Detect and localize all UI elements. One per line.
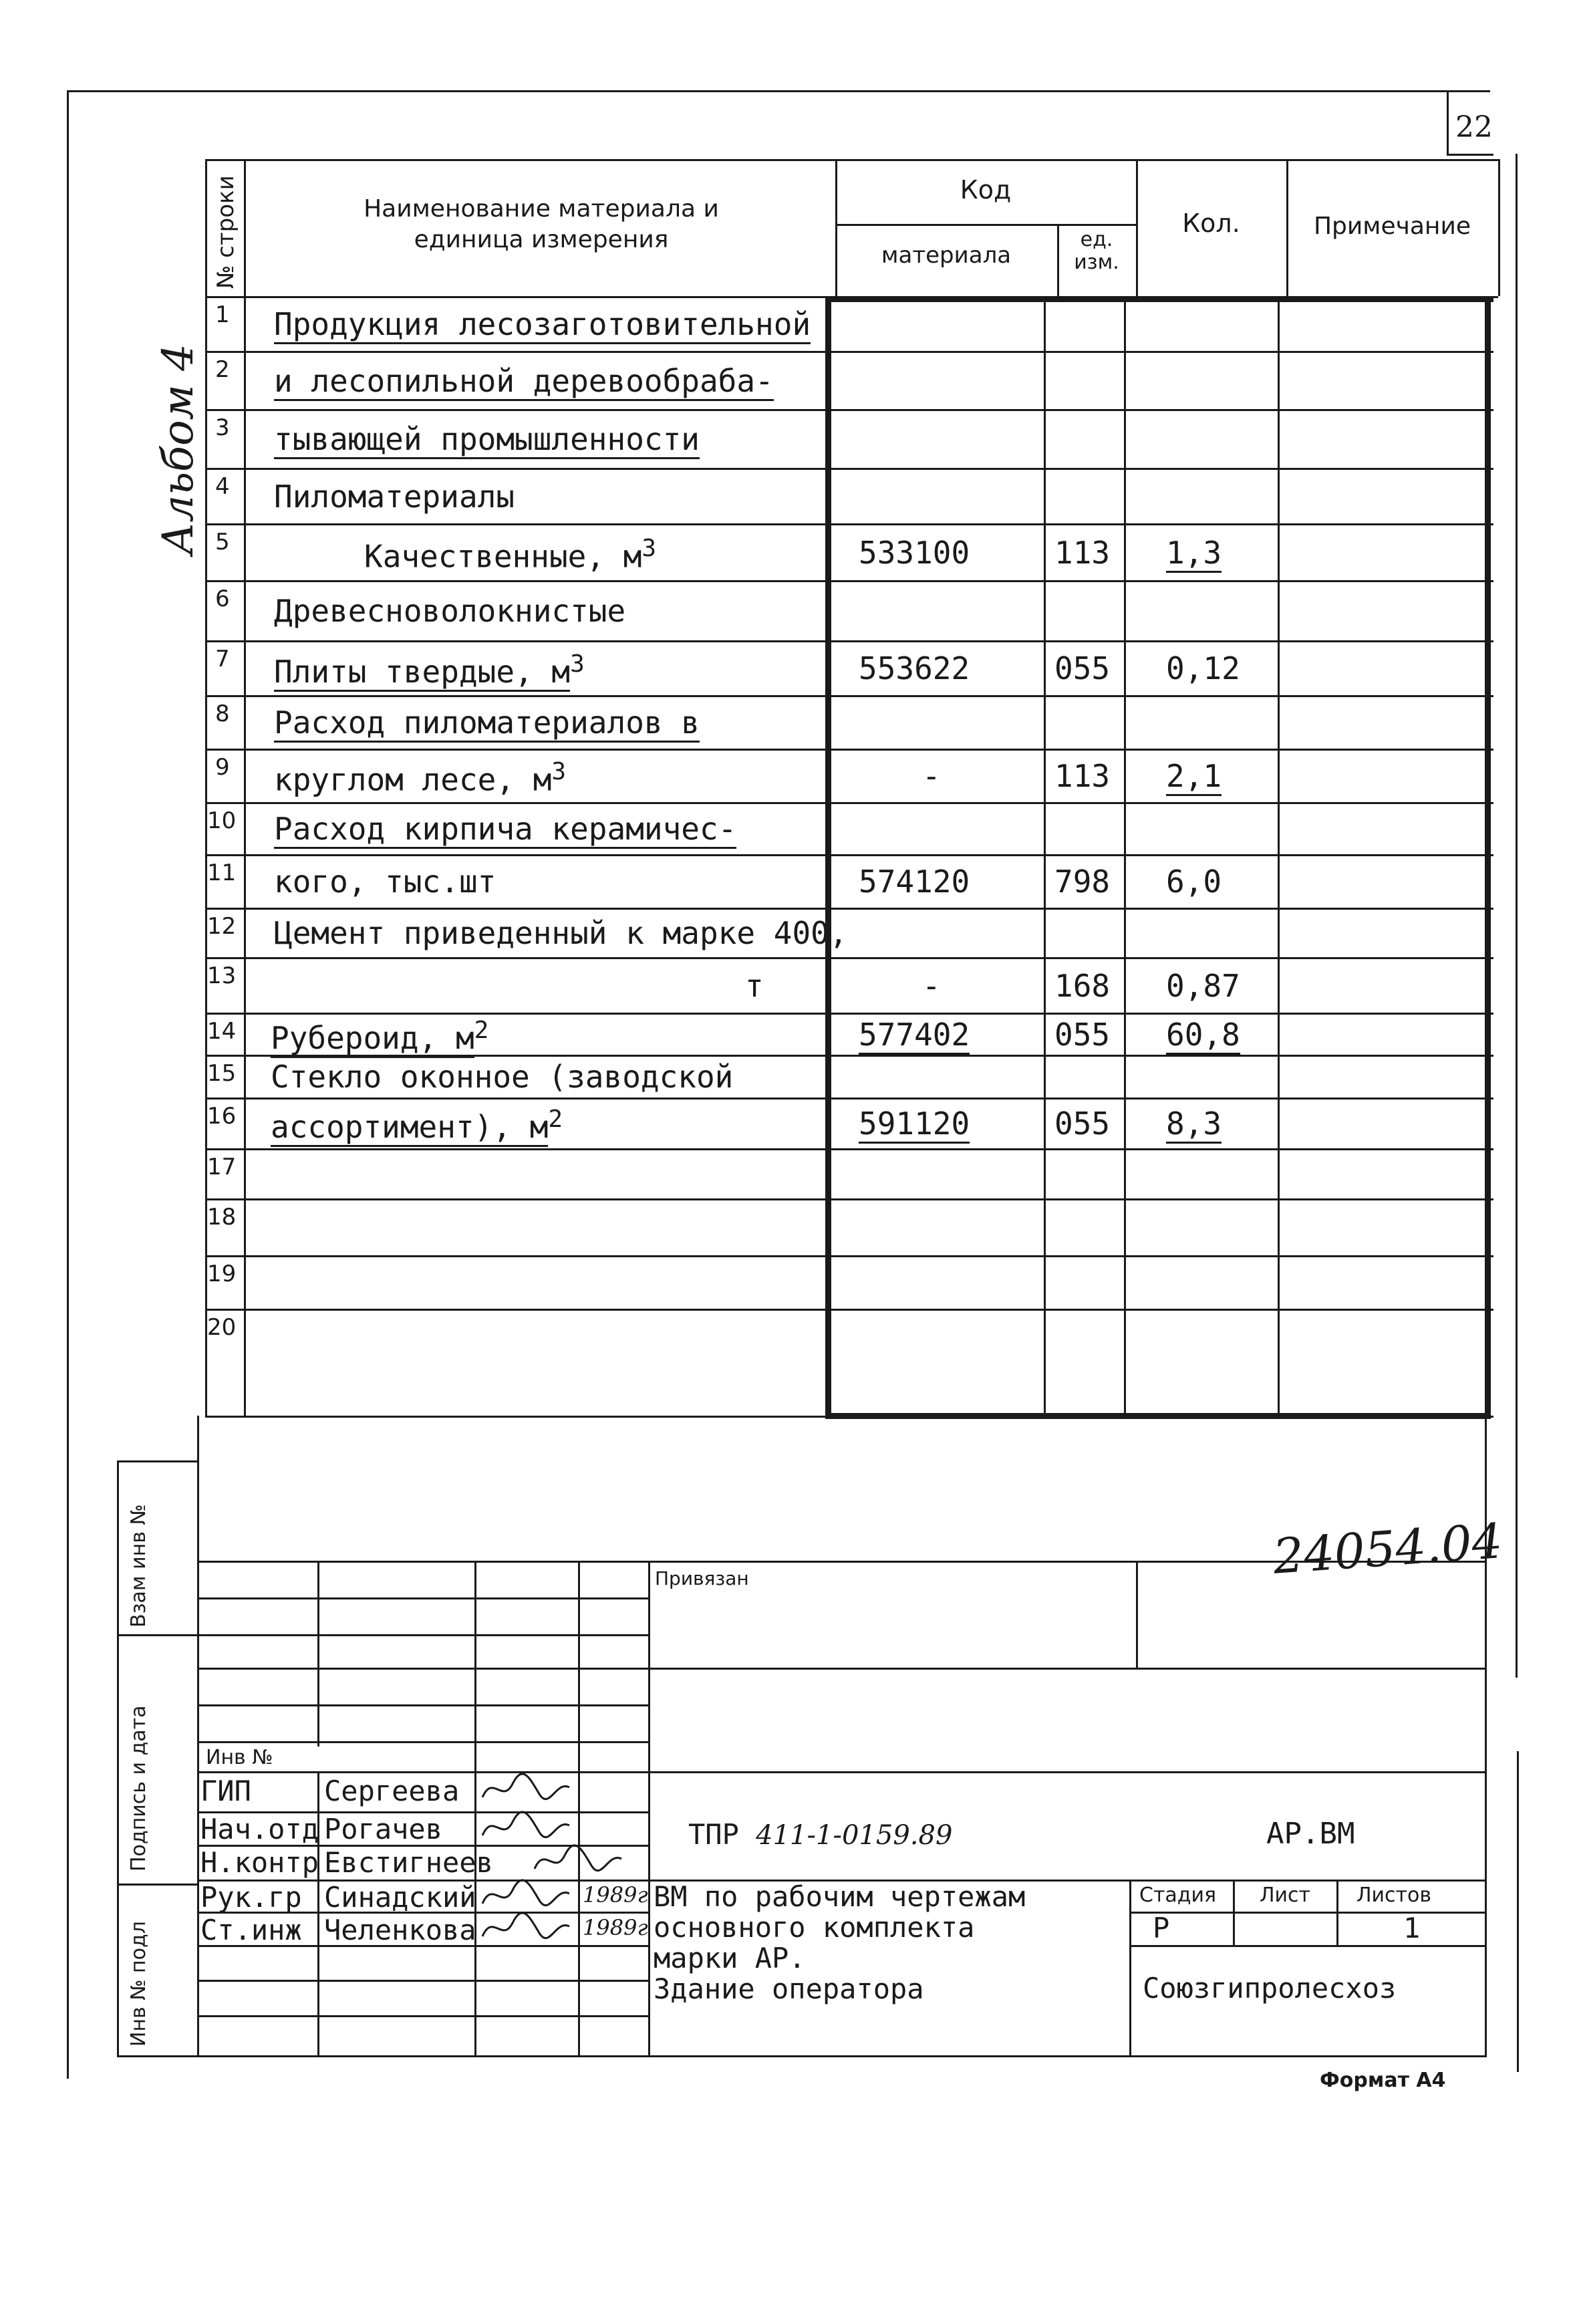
row-code: 577402 bbox=[859, 1017, 970, 1055]
row-line bbox=[205, 1148, 1493, 1150]
stamp-stage-value: Р bbox=[1153, 1912, 1170, 1944]
row-name-text: Рубероид, м bbox=[271, 1020, 474, 1058]
row-name-text: Стекло оконное (заводской bbox=[271, 1059, 734, 1095]
format-label: Формат А4 bbox=[1320, 2069, 1446, 2092]
row-name-text: тывающей промышленности bbox=[274, 421, 700, 459]
body-box-left bbox=[825, 296, 831, 1419]
row-unit: 055 bbox=[1054, 1106, 1111, 1142]
hdr-name bbox=[254, 194, 829, 255]
hdr-unit-line2: изм. bbox=[1074, 251, 1119, 274]
row-qty: 60,8 bbox=[1166, 1017, 1240, 1055]
stamp-title-line1: ВМ по рабочим чертежам bbox=[654, 1880, 1026, 1913]
stamp-top bbox=[197, 1561, 1485, 1563]
row-number: 14 bbox=[207, 1018, 237, 1045]
row-unit: 168 bbox=[1054, 967, 1111, 1004]
stamp-v4 bbox=[648, 1561, 650, 2055]
row-name bbox=[274, 811, 736, 847]
row-line bbox=[205, 1013, 1493, 1015]
row-code: 533100 bbox=[859, 534, 970, 571]
stamp-left-h13 bbox=[197, 2015, 648, 2017]
row-code: 574120 bbox=[859, 864, 970, 900]
hdr-name-line2: единица измерения bbox=[414, 226, 669, 253]
stamp-left-h2 bbox=[197, 1634, 648, 1636]
row-line bbox=[205, 957, 1493, 959]
row-name-text: Качественные, м bbox=[364, 537, 642, 574]
stamp-org: Союзгипролесхоз bbox=[1143, 1972, 1397, 2005]
side-strip-right bbox=[197, 1416, 199, 2055]
row-qty: 0,87 bbox=[1166, 967, 1240, 1004]
side-strip-top bbox=[117, 1460, 197, 1462]
row-code: - bbox=[922, 758, 941, 794]
row-number: 18 bbox=[207, 1204, 237, 1231]
row-name bbox=[274, 915, 848, 951]
row-number: 13 bbox=[207, 962, 237, 989]
row-name bbox=[274, 363, 774, 399]
row-number: 16 bbox=[207, 1103, 237, 1130]
frame-left bbox=[67, 90, 69, 2079]
row-code: 591120 bbox=[859, 1106, 970, 1144]
stamp-title-line2: основного комплекта bbox=[654, 1911, 975, 1944]
row-name-text: Расход кирпича керамичес- bbox=[274, 811, 736, 849]
row-line bbox=[205, 523, 1493, 525]
row-line bbox=[205, 409, 1493, 411]
table-bottom bbox=[205, 1416, 1493, 1418]
row-name-text: кого, тыс.шт bbox=[274, 864, 496, 900]
body-box-right bbox=[1485, 296, 1491, 1419]
row-number: 19 bbox=[207, 1261, 237, 1287]
stamp-date: 1989г bbox=[583, 1915, 648, 1940]
row-number: 8 bbox=[215, 700, 230, 727]
handwritten-number: 24054.04 bbox=[1271, 1513, 1505, 1585]
row-number: 1 bbox=[215, 301, 230, 328]
row-name-sup: 3 bbox=[570, 650, 585, 678]
stamp-date: 1989г bbox=[583, 1882, 648, 1908]
row-line bbox=[205, 351, 1493, 353]
row-name-text: ассортимент), м bbox=[271, 1109, 548, 1147]
stamp-role: Ст.инж bbox=[200, 1914, 302, 1946]
row-name-text: Древесноволокнистые bbox=[274, 593, 626, 629]
row-name-text: Пиломатериалы bbox=[274, 478, 515, 515]
stamp-privyazan: Привязан bbox=[655, 1567, 749, 1589]
row-number: 4 bbox=[215, 473, 230, 500]
row-name-text: и лесопильной деревообраба- bbox=[274, 363, 774, 401]
row-qty: 2,1 bbox=[1166, 758, 1222, 796]
stamp-left-h5 bbox=[197, 1741, 648, 1743]
hdr-unit-line1: ед. bbox=[1080, 228, 1113, 251]
row-number: 3 bbox=[215, 414, 230, 441]
album-label: Альбом 4 bbox=[154, 344, 203, 555]
row-line bbox=[205, 1309, 1493, 1311]
row-number: 20 bbox=[207, 1314, 237, 1341]
row-name-text: круглом лесе, м bbox=[274, 761, 552, 798]
side-label-vzam: Взам инв № bbox=[127, 1504, 150, 1628]
row-line bbox=[205, 1198, 1493, 1200]
row-unit: 055 bbox=[1054, 1016, 1111, 1053]
row-name-text: Расход пиломатериалов в bbox=[274, 704, 700, 743]
row-name bbox=[745, 968, 764, 1004]
hdr-name-line1: Наименование материала и bbox=[364, 195, 719, 223]
row-line bbox=[205, 854, 1493, 856]
stamp-v-privyazan bbox=[1136, 1561, 1138, 1668]
signature-scribble bbox=[476, 1877, 576, 1914]
hdr-note: Примечание bbox=[1313, 213, 1471, 240]
row-name bbox=[274, 704, 700, 741]
hdr-code: Код bbox=[960, 175, 1012, 205]
row-name bbox=[274, 479, 515, 515]
stamp-v2 bbox=[474, 1561, 476, 2055]
stamp-role: Н.контр bbox=[200, 1846, 319, 1879]
stamp-title bbox=[654, 1882, 1025, 2005]
row-number: 11 bbox=[207, 860, 237, 886]
row-unit: 798 bbox=[1054, 864, 1111, 900]
side-div-1 bbox=[117, 1634, 197, 1636]
row-unit: 055 bbox=[1054, 650, 1111, 686]
row-name bbox=[364, 535, 656, 574]
hdr-unit bbox=[1057, 229, 1136, 274]
stamp-doc-code-prefix: ТПР bbox=[688, 1818, 739, 1851]
stamp-stage-h2 bbox=[1129, 1945, 1485, 1947]
row-name bbox=[274, 593, 625, 629]
hdr-right bbox=[1498, 159, 1500, 296]
side-label-podpis: Подпись и дата bbox=[127, 1705, 150, 1871]
stamp-role: Нач.отд bbox=[200, 1813, 319, 1845]
hdr-qty: Кол. bbox=[1182, 209, 1240, 238]
row-line bbox=[205, 908, 1493, 910]
stamp-role: ГИП bbox=[200, 1775, 251, 1807]
page-number-box-left bbox=[1447, 90, 1449, 154]
stamp-person: Синадский bbox=[324, 1881, 476, 1914]
row-code: - bbox=[922, 967, 941, 1004]
stamp-role: Рук.гр bbox=[200, 1881, 302, 1914]
stamp-v3 bbox=[578, 1561, 580, 2055]
row-line bbox=[205, 1255, 1493, 1257]
stamp-stage-label: Стадия bbox=[1139, 1884, 1217, 1907]
rowno-divider bbox=[244, 159, 246, 1416]
row-code: 553622 bbox=[859, 650, 970, 686]
stamp-right bbox=[1485, 1416, 1487, 2055]
row-name-sup: 2 bbox=[474, 1016, 489, 1044]
stamp-left-h4 bbox=[197, 1704, 648, 1706]
hdr-row-no: № строки bbox=[212, 175, 239, 289]
row-line bbox=[205, 580, 1493, 582]
stamp-left-h12 bbox=[197, 1980, 648, 1982]
row-qty: 1,3 bbox=[1166, 535, 1222, 573]
stamp-bottom bbox=[117, 2055, 1487, 2057]
stamp-sheet-label: Лист bbox=[1260, 1884, 1311, 1907]
row-qty: 0,12 bbox=[1166, 650, 1240, 686]
stamp-person: Челенкова bbox=[324, 1914, 476, 1946]
row-name-text: Цемент приведенный к марке 400, bbox=[274, 915, 848, 951]
row-unit: 113 bbox=[1054, 758, 1111, 794]
stamp-h3 bbox=[197, 1668, 1485, 1670]
stamp-v1-upper bbox=[317, 1561, 319, 1747]
signature-scribble bbox=[528, 1842, 628, 1879]
row-name-sup: 2 bbox=[548, 1106, 563, 1133]
stamp-stage-h1 bbox=[1129, 1912, 1485, 1914]
row-name-text: Продукция лесозаготовительной bbox=[274, 306, 811, 344]
stamp-inv-no: Инв № bbox=[206, 1746, 273, 1769]
row-line bbox=[205, 749, 1493, 751]
side-strip-left bbox=[117, 1460, 119, 2055]
stamp-stage-v2 bbox=[1336, 1880, 1338, 1945]
row-number: 5 bbox=[215, 529, 230, 555]
stamp-title-line3: марки АР. bbox=[654, 1942, 806, 1974]
frame-top bbox=[67, 90, 1490, 92]
row-name bbox=[274, 421, 700, 457]
body-box-top bbox=[825, 296, 1493, 302]
row-name bbox=[271, 1059, 733, 1095]
page-number-box-bottom bbox=[1447, 154, 1493, 156]
table-top bbox=[205, 159, 1498, 161]
row-name bbox=[274, 864, 496, 900]
row-name bbox=[274, 758, 566, 797]
row-number: 17 bbox=[207, 1154, 237, 1180]
row-name-sup: 3 bbox=[641, 534, 657, 562]
frame-right-lower bbox=[1517, 1751, 1519, 2072]
hdr-code-split bbox=[835, 224, 1136, 226]
side-div-2 bbox=[117, 1884, 197, 1886]
row-number: 15 bbox=[207, 1060, 237, 1087]
signature-scribble bbox=[476, 1771, 576, 1807]
frame-right-outer bbox=[1516, 154, 1518, 1678]
hdr-material: материала bbox=[881, 242, 1012, 269]
stamp-left-h1 bbox=[197, 1597, 648, 1599]
row-line bbox=[205, 802, 1493, 804]
row-qty: 6,0 bbox=[1166, 864, 1222, 900]
row-name bbox=[271, 1017, 488, 1056]
stamp-h6 bbox=[197, 1771, 1485, 1773]
row-name bbox=[274, 306, 811, 342]
stamp-v-title bbox=[1129, 1880, 1131, 2055]
row-number: 2 bbox=[215, 356, 230, 383]
stamp-sheets-value: 1 bbox=[1403, 1912, 1421, 1944]
row-name-text: Плиты твердые, м bbox=[274, 654, 570, 692]
row-line bbox=[205, 468, 1493, 470]
row-number: 12 bbox=[207, 913, 237, 940]
row-number: 10 bbox=[207, 807, 237, 834]
row-unit: 113 bbox=[1054, 534, 1111, 571]
row-line bbox=[205, 695, 1493, 697]
stamp-person: Евстигнеев bbox=[324, 1846, 493, 1879]
row-qty: 8,3 bbox=[1166, 1106, 1222, 1144]
stamp-title-line4: Здание оператора bbox=[654, 1972, 924, 2005]
row-number: 9 bbox=[215, 754, 230, 781]
row-line bbox=[205, 640, 1493, 642]
row-number: 7 bbox=[215, 646, 230, 672]
signature-scribble bbox=[476, 1809, 576, 1845]
row-line bbox=[205, 1055, 1493, 1057]
row-name-sup: 3 bbox=[551, 758, 567, 785]
stamp-doc-code bbox=[688, 1818, 952, 1851]
row-number: 6 bbox=[215, 586, 230, 612]
page-number: 22 bbox=[1455, 110, 1493, 144]
stamp-mark: АР.ВМ bbox=[1266, 1817, 1355, 1851]
row-name bbox=[271, 1106, 563, 1145]
signature-scribble bbox=[476, 1910, 576, 1946]
row-name bbox=[274, 650, 585, 690]
side-label-inv-podl: Инв № подл bbox=[127, 1921, 150, 2047]
stamp-person: Сергеева bbox=[324, 1775, 460, 1807]
stamp-stage-v1 bbox=[1233, 1880, 1235, 1945]
stamp-person: Рогачев bbox=[324, 1813, 443, 1845]
row-line bbox=[205, 1098, 1493, 1100]
stamp-sheets-label: Листов bbox=[1356, 1884, 1432, 1907]
row-name-text: т bbox=[745, 967, 764, 1004]
stamp-doc-code-number: 411-1-0159.89 bbox=[756, 1820, 953, 1851]
